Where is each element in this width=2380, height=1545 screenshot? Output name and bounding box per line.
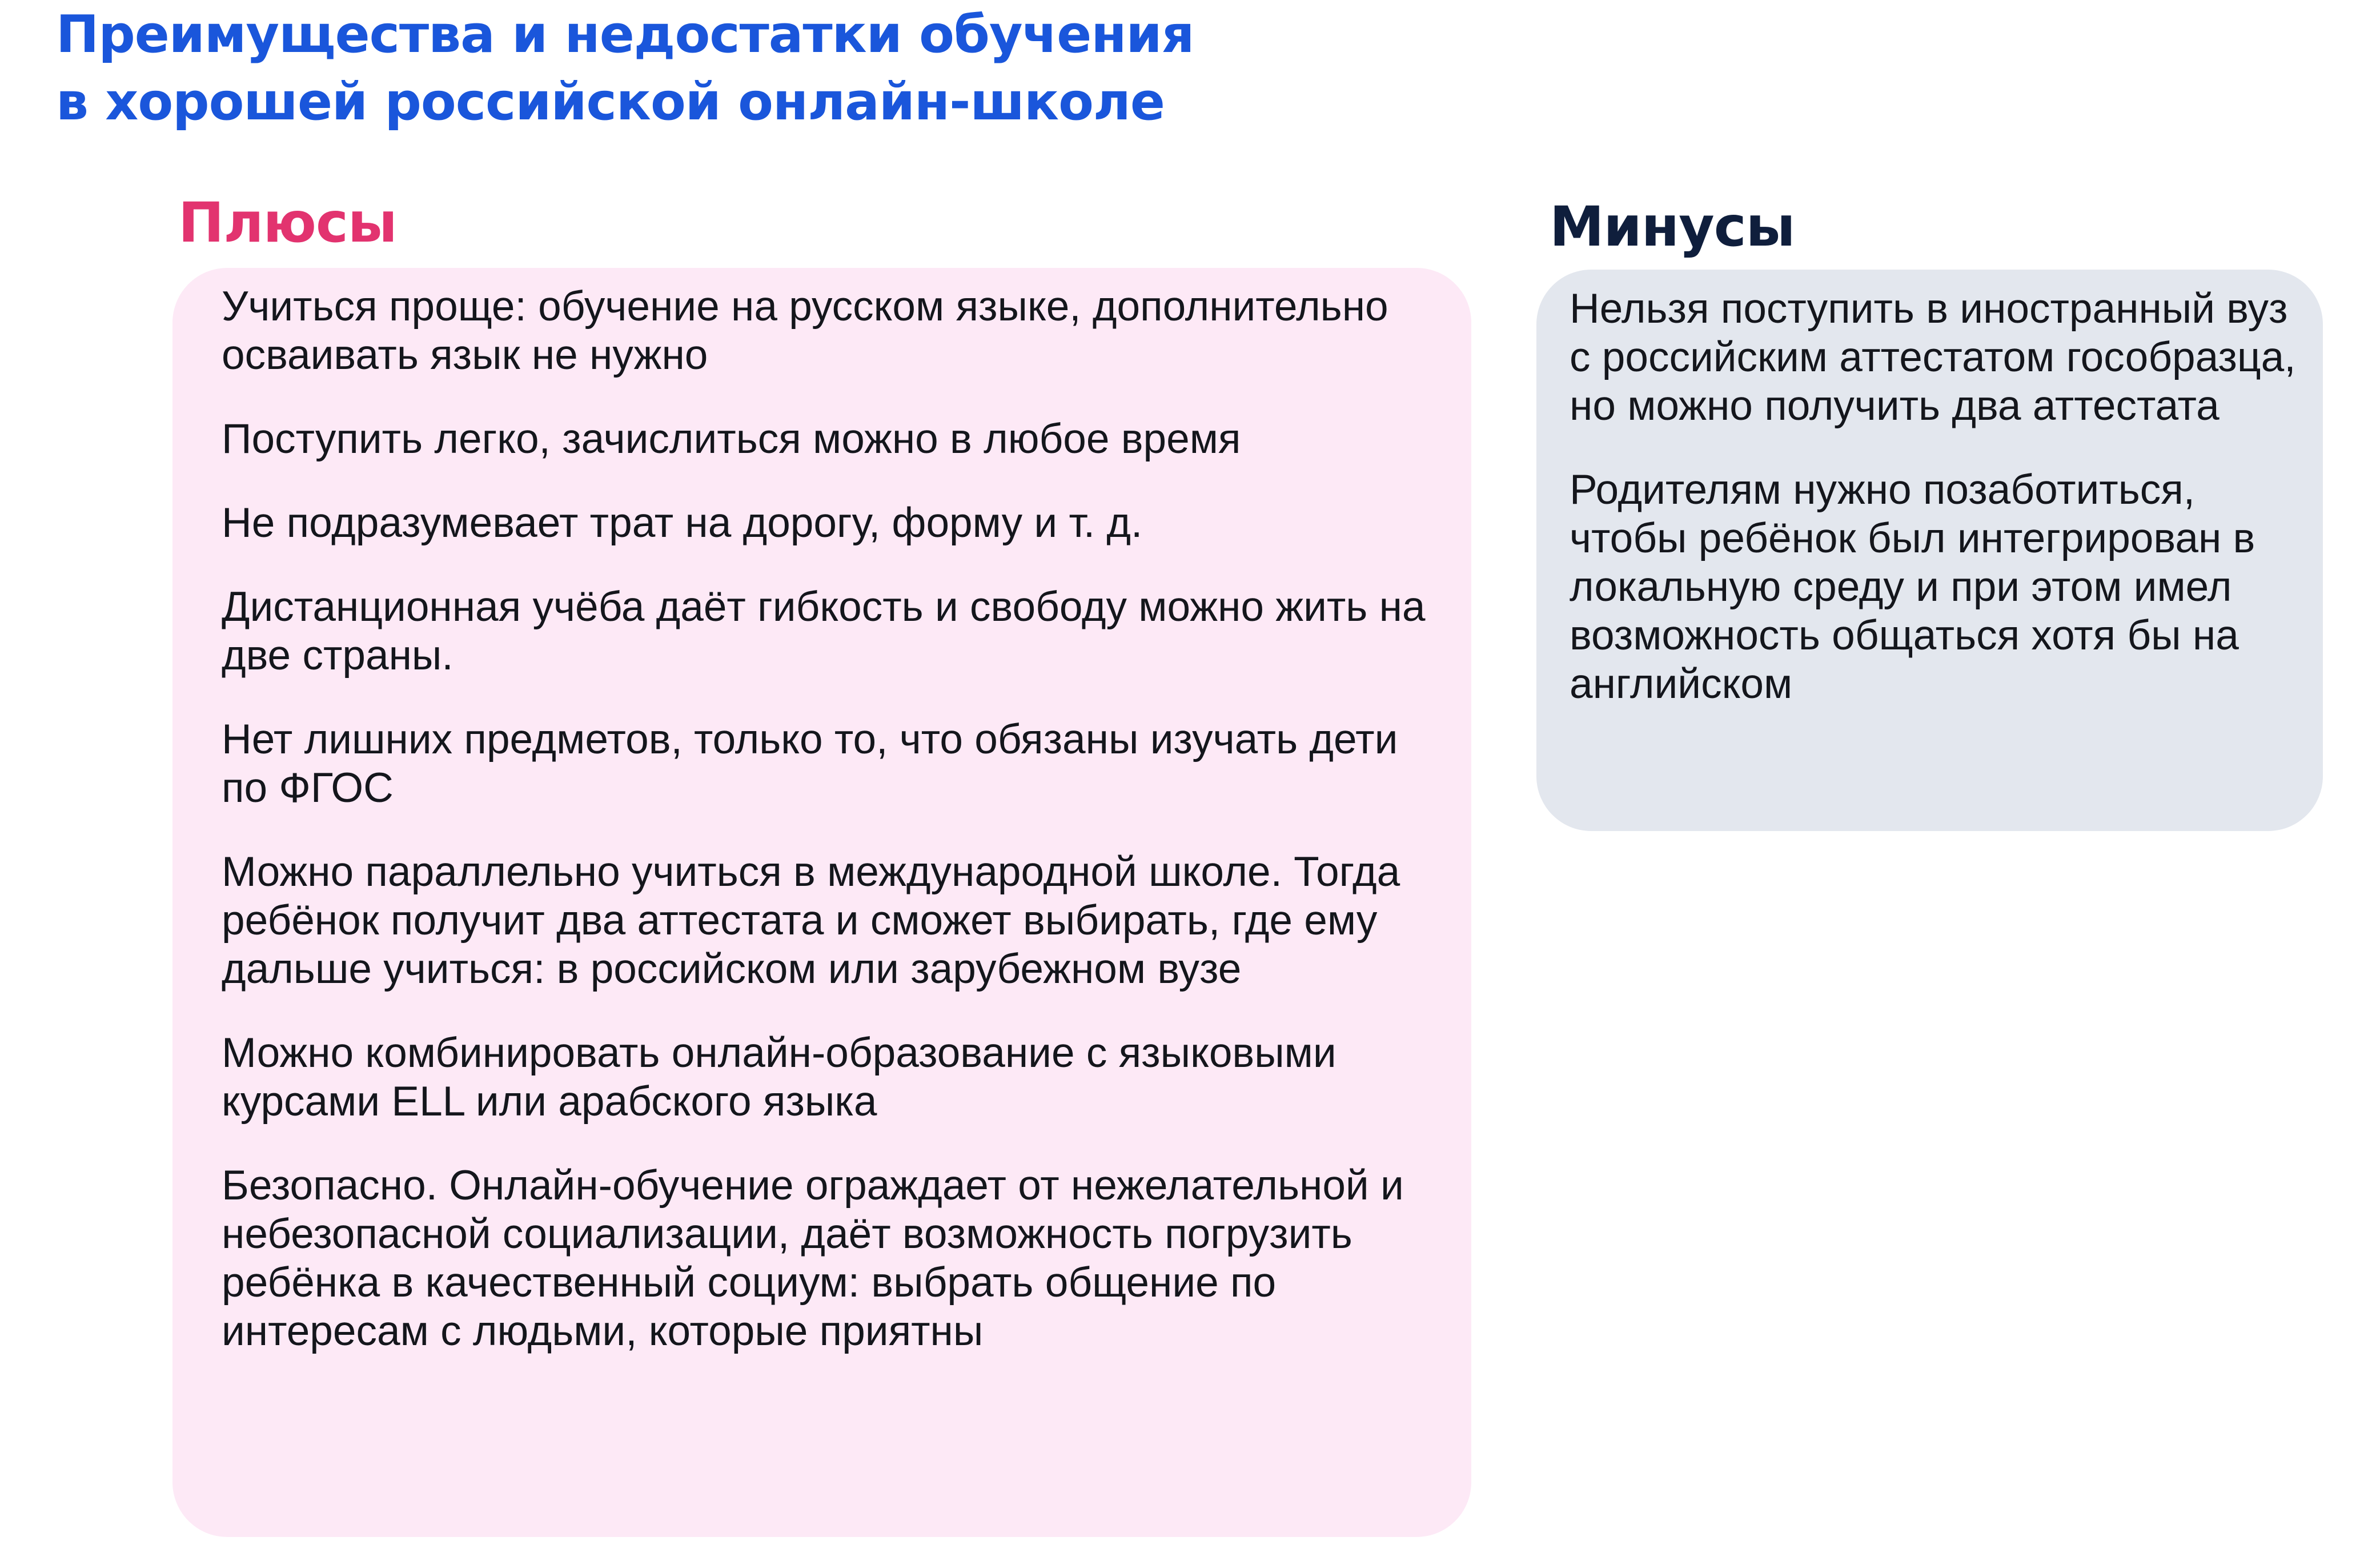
pros-item: Можно параллельно учиться в международной школе. Тогда ребёнок получит два аттестата и сможет выбирать, где ему дальше учиться: в российском или зарубежном вузе bbox=[222, 849, 1400, 992]
cons-card bbox=[1536, 270, 2323, 831]
pros-item: Безопасно. Онлайн-обучение ограждает от нежелательной и небезопасной социализации, даёт возможность погрузить ребёнка в качественный социум: выбрать общение по интересам с людьми, которые приятны bbox=[222, 1162, 1404, 1354]
pros-item: Можно комбинировать онлайн-образование с языковыми курсами ELL или арабского языка bbox=[222, 1030, 1337, 1125]
cons-heading: Минусы bbox=[1550, 195, 1795, 259]
pros-item: Нет лишних предметов, только то, что обязаны изучать дети по ФГОС bbox=[222, 716, 1398, 811]
page-title bbox=[56, 1, 1427, 136]
page-title-line-2: в хорошей российской онлайн-школе bbox=[56, 72, 1165, 132]
pros-card bbox=[172, 268, 1471, 1537]
pros-item: Дистанционная учёба даёт гибкость и свободу можно жить на две страны. bbox=[222, 584, 1426, 679]
pros-item: Не подразумевает трат на дорогу, форму и т. д. bbox=[222, 500, 1143, 546]
page-title-line-1: Преимущества и недостатки обучения bbox=[56, 5, 1194, 65]
pros-item: Поступить легко, зачислиться можно в любое время bbox=[222, 416, 1241, 462]
cons-item: Нельзя поступить в иностранный вуз с российским аттестатом гособразца, но можно получить два аттестата bbox=[1570, 286, 2296, 429]
pros-item: Учиться проще: обучение на русском языке, дополнительно осваивать язык не нужно bbox=[222, 283, 1388, 378]
cons-item: Родителям нужно позаботиться, чтобы ребёнок был интегрирован в локальную среду и при этом имел возможность общаться хотя бы на английском bbox=[1570, 467, 2255, 707]
pros-heading: Плюсы bbox=[178, 191, 397, 255]
cons-list bbox=[1570, 284, 2300, 708]
pros-list bbox=[222, 282, 1437, 1355]
